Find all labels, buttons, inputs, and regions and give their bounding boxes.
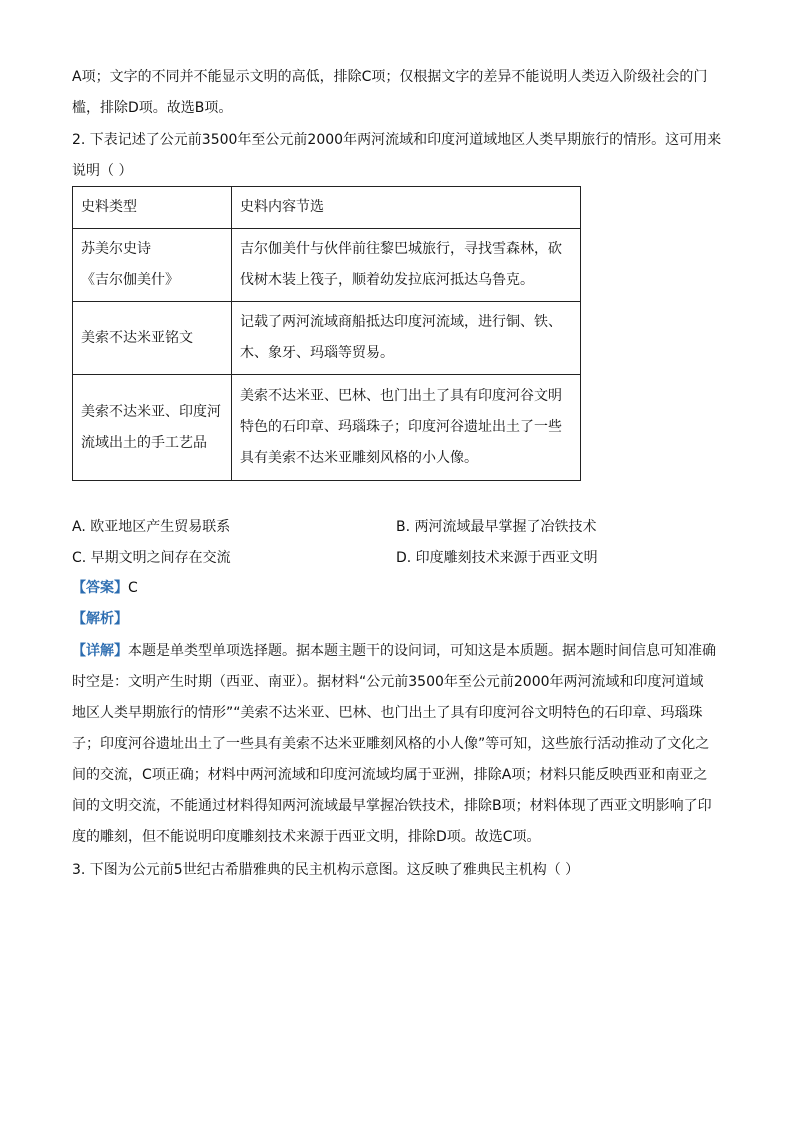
previous-answer-text — [72, 62, 724, 124]
question-3-stem-line: 3. 下图为公元前5世纪古希腊雅典的民主机构示意图。这反映了雅典民主机构（ ） — [72, 862, 580, 878]
option-c: C. 早期文明之间存在交流 — [72, 550, 231, 566]
cell-line: 木、象牙、玛瑙等贸易。 — [240, 345, 394, 361]
option-d: D. 印度雕刻技术来源于西亚文明 — [396, 550, 598, 566]
table-header-type: 史料类型 — [73, 187, 232, 229]
detail-line: 时空是：文明产生时期（西亚、南亚）。据材料“公元前3500年至公元前2000年两河流域和印度河道域 — [72, 674, 704, 690]
question-2-stem-line-2: 说明（ ） — [72, 163, 133, 179]
cell-line: 美索不达米亚铭文 — [81, 329, 193, 346]
cell-line: 吉尔伽美什与伙伴前往黎巴城旅行，寻找雪森林，砍 — [240, 241, 562, 257]
answer-line — [72, 573, 724, 604]
table-row — [73, 302, 581, 375]
detail-line: 度的雕刻，但不能说明印度雕刻技术来源于西亚文明，排除D项。故选C项。 — [72, 829, 541, 845]
detail-line — [72, 636, 724, 667]
answer-label: 【答案】 — [72, 580, 128, 596]
answer-block — [72, 573, 724, 635]
cell-line: 美索不达米亚、巴林、也门出土了具有印度河谷文明 — [240, 388, 562, 404]
table-cell-type — [73, 375, 232, 481]
cell-line: 特色的石印章、玛瑙珠子；印度河谷遗址出土了一些 — [240, 419, 562, 435]
cell-line: 具有美索不达米亚雕刻风格的小人像。 — [240, 450, 478, 466]
cell-line: 流域出土的手工艺品 — [81, 434, 207, 451]
table-header-content: 史料内容节选 — [232, 187, 581, 229]
table-header-row — [73, 187, 581, 229]
table-cell-content — [232, 302, 581, 375]
question-2-stem-line-1: 2. 下表记述了公元前3500年至公元前2000年两河流域和印度河道域地区人类早期旅行的情形。这可用来 — [72, 132, 722, 148]
detail-line-text: 本题是单类型单项选择题。据本题主题干的设问词，可知这是本质题。据本题时间信息可知准确 — [128, 643, 716, 659]
question-2-stem — [72, 125, 724, 187]
detail-label: 【详解】 — [72, 643, 128, 659]
cell-line: 《吉尔伽美什》 — [81, 272, 179, 288]
table-cell-content — [232, 229, 581, 302]
table-row — [73, 229, 581, 302]
detail-line: 地区人类早期旅行的情形”“美索不达米亚、巴林、也门出土了具有印度河谷文明特色的石印章、玛瑙珠 — [72, 705, 703, 721]
option-b: B. 两河流域最早掌握了冶铁技术 — [396, 519, 597, 535]
detail-line: 间的交流，C项正确；材料中两河流域和印度河流域均属于亚洲，排除A项；材料只能反映西亚和南亚之 — [72, 767, 708, 783]
detail-line: 子；印度河谷遗址出土了一些具有美索不达米亚雕刻风格的小人像”等可知，这些旅行活动推动了文化之 — [72, 736, 710, 752]
cell-line: 美索不达米亚、印度河 — [81, 403, 221, 420]
table-cell-content — [232, 375, 581, 481]
table-row — [73, 375, 581, 481]
table-cell-type — [73, 302, 232, 375]
previous-answer-line-2: 槛，排除D项。故选B项。 — [72, 100, 233, 116]
previous-answer-line-1: A项；文字的不同并不能显示文明的高低，排除C项；仅根据文字的差异不能说明人类迈入阶级社会的门 — [72, 69, 708, 85]
cell-line: 苏美尔史诗 — [81, 241, 151, 257]
analysis-label-text: 【解析】 — [72, 611, 128, 627]
analysis-label — [72, 604, 724, 635]
question-3-stem — [72, 855, 724, 886]
detail-line: 间的文明交流，不能通过材料得知两河流域最早掌握冶铁技术，排除B项；材料体现了西亚文明影响了印 — [72, 798, 712, 814]
cell-line: 伐树木装上筏子，顺着幼发拉底河抵达乌鲁克。 — [240, 272, 534, 288]
table-cell-type — [73, 229, 232, 302]
detail-explanation — [72, 636, 724, 853]
answer-value: C — [128, 580, 138, 596]
cell-line: 记载了两河流域商船抵达印度河流域，进行铜、铁、 — [240, 314, 562, 330]
option-a: A. 欧亚地区产生贸易联系 — [72, 519, 231, 535]
historical-source-table — [72, 186, 581, 481]
